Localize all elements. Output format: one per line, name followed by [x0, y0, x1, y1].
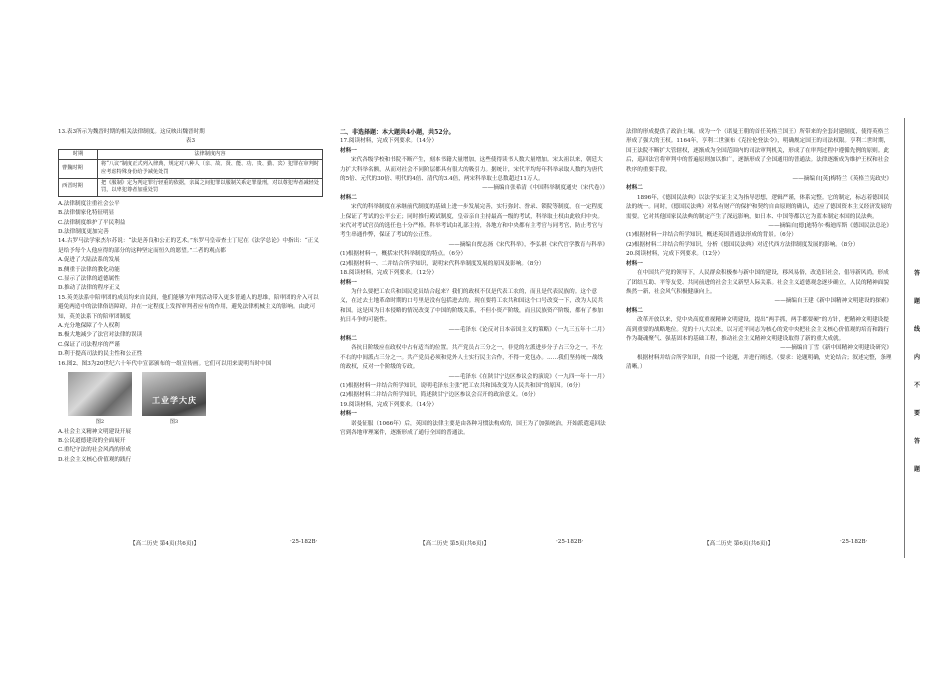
table-head-period: 时期 [59, 149, 98, 160]
poster-banner-text: 工业学大庆 [152, 396, 197, 406]
material-source: ——摘编自王建《新中国精神文明建设的探索》 [774, 298, 892, 305]
option: A.充分地保障了个人权利 [58, 323, 120, 330]
material-title: 材料一 [340, 147, 357, 154]
material-text: 宋代的科举制度在承继前代制度的基础上进一步发展完善，实行弥封、誊录、锁院等制度，在一定程度上保证了考试的公平公正；同时推行殿试制度，皇帝亲自主持最高一级的考试，科举取士权由此收归中央。宋代对考试官员的选任也十分严格。科举考试由礼部主持，各地方和中央都有主考官与同考官，防止考官与考生串通作弊，保证了考试的公正性。 [340, 204, 603, 239]
option: A.法律制度注重社会公平 [58, 200, 120, 207]
page-footer: 【高二历史 第5页(共6页)】 [420, 541, 490, 547]
page-code: ·25-182B· [556, 539, 584, 545]
task: (1)根据材料一并结合所学知识，概述英国普通法形成的背景。（6分） [626, 232, 797, 239]
material-text: 法律的形成提供了政治土壤。成为一个（诺曼王朝的首任英格兰国王）所带来的全套封建制度，使得英格兰形成了强大的王权。1164年，亨利二世颁布《克拉伦登法令》，明确规定国王的司法权限。亨利二世时期，国王法院不断扩大管辖权，逐渐成为全国范围内的司法审判机关，形成了在审判过程中遵循先例的原则。此后，巡回法官将审判中的普遍原则加以推广，逐渐形成了全国通用的普通法。法律逐渐成为维护王权和社会秩序的重要手段。 [626, 129, 890, 173]
page-code: ·25-182B· [290, 539, 318, 545]
table-row [59, 178, 323, 196]
task: (2)根据材料二并结合所学知识，分析《德国民法典》对近代西方法律制度发展的影响。（8分） [626, 241, 859, 248]
margin-char: 线 [913, 326, 920, 333]
material-text: 宋代各级学校和书院不断产生，刻本书籍大量增加，这些使得读书人数大量增加。宋太祖以来，朝廷大力扩大科举名额，从而对社会不同阶层都具有很大的吸引力。据统计，宋代平均每年科举录取人数约为唐代的5倍、元代的30倍、明代的4倍、清代的3.4倍，两宋科举取士总数超过11万人。 [340, 157, 603, 183]
material-source: ——摘编自丁雪《新中国精神文明建设研究》 [780, 345, 892, 352]
page-code: ·25-182B· [840, 539, 868, 545]
option: A.促进了大陆法系的发展 [58, 257, 120, 264]
margin-char: 要 [913, 410, 920, 417]
q16-stem: 16.图2、图3为20世纪六十年代中宣部颁布的一组宣传画。它们可以用来说明当时中国 [58, 360, 272, 367]
poster-image-fig3 [142, 372, 206, 416]
task: (1)根据材料一并结合所学知识，说明毛泽东主张“把工农共和国改变为人民共和国”的原因。（6分） [340, 382, 584, 389]
poster-image-fig2 [68, 372, 132, 416]
page-5-column [340, 128, 608, 438]
material-title: 材料二 [340, 335, 357, 342]
material-text: 在中国共产党的领导下，人民群众积极参与新中国的建设，移风易俗，改造旧社会，倡导新风尚，形成了团结互助、平等友爱、共同前进的社会主义新型人际关系。社会主义道德观念逐步确立，人民的精神面貌焕然一新，社会风气积极健康向上。 [626, 270, 889, 295]
page-footer: 【高二历史 第4页(共6页)】 [130, 541, 200, 547]
q14-stem: 14.古罗马法学家杰尔苏说：“法是善良和公正的艺术。”东罗马皇帝查士丁尼在《法学总论》中指出：“正义是给予每个人他应得的部分的这种坚定而恒久的愿望。”二者的观点都 [58, 238, 319, 254]
margin-char: 内 [913, 354, 920, 361]
option: C.重纪守法的社会风尚的形成 [58, 447, 131, 454]
material-title: 材料一 [340, 279, 357, 286]
option: D.法律制度更加完善 [58, 229, 109, 235]
law-table [58, 149, 323, 197]
margin-char: 不 [913, 382, 920, 389]
table-row [59, 160, 323, 178]
option: B.公民道德建设的全面展开 [58, 437, 126, 444]
figure-caption: 图3 [169, 419, 179, 426]
material-source: ——毛泽东《在陕甘宁边区参议会的演说》（一九四一年十一月） [448, 373, 608, 380]
material-text: 1896年，《德国民法典》以法学实证主义为指导思想，逻辑严谨，体系完整。它的制定，标志着德国民法的统一。同时，《德国民法典》对私有财产的保护和契约自由原则的确认，适应了德国资本主义经济发展的需要。它对其他国家民法典的制定产生了深远影响，如日本、中国等都以它为蓝本制定本国的民法典。 [626, 194, 892, 220]
q17-stem: 17.阅读材料，完成下列要求。（14分） [340, 138, 438, 145]
q15-stem: 15.英美法系中陪审团的成员均来自民间，他们能够为审判活动带入更多普通人的思维，陪审团的介入可以避免两造中的法律俗语障碍，并在一定程度上发挥审判者应有的作用，避免法律机械主义的影响。由此可知，英美法系下的陪审团制度 [58, 294, 319, 320]
option: C.显示了法律的道德属性 [58, 276, 120, 283]
margin-char: 题 [913, 298, 920, 305]
option: C.法律制度维护了平民利益 [58, 219, 126, 226]
material-source: ——摘编自[英]梅特兰《英格兰宪政史》 [792, 176, 892, 183]
material-title: 材料二 [340, 194, 357, 201]
table-cell: 西晋时期 [59, 178, 98, 196]
option: D.社会主义核心价值观的践行 [58, 456, 132, 463]
margin-char: 题 [913, 466, 920, 473]
material-title: 材料二 [626, 307, 643, 314]
table-cell: 将“八议”制度正式列入律典，规定对八种人（亲、故、贤、能、功、贵、勤、宾）犯罪在审判时应考虑特殊身份给予减免处罚 [98, 160, 323, 178]
table-head-content: 法律制度内容 [98, 149, 323, 160]
page-6-column [626, 128, 892, 373]
image-captions [68, 418, 323, 427]
task: (2)根据材料二并结合所学知识，简述陕甘宁边区参议会召开的政治意义。（6分） [340, 392, 539, 399]
material-title: 材料二 [626, 185, 643, 192]
q18-stem: 18.阅读材料，完成下列要求。（12分） [340, 270, 438, 277]
q20-stem: 20.阅读材料，完成下列要求。（12分） [626, 251, 724, 258]
task: 根据材料并结合所学知识，自拟一个论题，并进行阐述。（要求：论题明确，史论结合；叙述完整，条理清晰。） [626, 354, 892, 371]
material-text: 改革开放以来，党中央高度重视精神文明建设，提出“两手抓，两手都要硬”的方针，把精神文明建设提高到重要的战略地位。党的十八大以来，以习近平同志为核心的党中央把社会主义核心价值观的培育和践行作为凝魂聚气、强基固本的基础工程，推动社会主义精神文明建设取得了新的重大成就。 [626, 317, 889, 342]
q19-stem: 19.阅读材料，完成下列要求。（14分） [340, 401, 438, 408]
table-cell: 曹魏时期 [59, 160, 98, 178]
figure-caption: 图2 [95, 419, 105, 426]
page-footer: 【高二历史 第6页(共6页)】 [704, 541, 774, 547]
page-4-column [58, 128, 323, 465]
q13-stem: 13.表3所示为魏晋时期的相关法律制度。这反映出魏晋时期 [58, 129, 205, 135]
section-title: 二、非选择题：本大题共4小题，共52分。 [340, 129, 455, 136]
margin-char: 答 [913, 438, 920, 445]
material-source: ——摘编自[德]迪特尔·梅迪库斯《德国民法总论》 [768, 223, 892, 230]
propaganda-images [68, 372, 323, 416]
margin-char: 答 [913, 270, 920, 277]
material-text: 为什么要把工农兵和国民党员结合起来？我们的政权不仅是代表工农的，而且是代表民族的。这个意义，在过去土地革命时期的口号里是没有包括进去的。现在要将工农共和国这个口号改变一下，改为人民共和国。这是因为日本侵略的情况改变了中国的阶级关系，不但小资产阶级，而且民族资产阶级，都有了参加抗日斗争的可能性。 [340, 288, 603, 324]
table-caption: 表3 [185, 138, 196, 145]
option: B.法律儒家化特征明显 [58, 210, 115, 217]
option: B.侧重于法律的教化功能 [58, 266, 120, 273]
table-cell: 把《服制》定为判定罪行轻重的依据，亲属之间犯罪以服制关系定罪量刑，对以尊犯卑者减轻处罚，以卑犯尊者加重处罚 [98, 178, 323, 196]
task: (2)根据材料一、二并结合所学知识，说明宋代科举制度发展的原因及影响。（8分） [340, 260, 545, 267]
material-source: ——摘编自张希清《中国科举制度通史（宋代卷）》 [482, 185, 608, 192]
option: D.推动了法律的程序正义 [58, 285, 121, 292]
material-title: 材料一 [340, 411, 357, 418]
material-text: 各抗日阶级应在政权中占有适当的位置。共产党员占三分之一，非党的左派进步分子占三分之一，不左不右的中间派占三分之一。共产党员必须和党外人士实行民主合作，不得一党包办。……我们坚持统一战线的政权，反对一个阶级的专政。 [340, 345, 603, 371]
option: A.社会主义精神文明建设开展 [58, 428, 131, 435]
option: C.保证了司法程序的严谨 [58, 341, 120, 348]
binding-margin [904, 118, 929, 558]
option: D.利于提高司法的民主性和公正性 [58, 351, 143, 358]
material-source: ——摘编自贾志扬《宋代科举》，李弘祺《宋代官学教育与科举》 [448, 241, 608, 248]
material-title: 材料一 [626, 260, 643, 267]
option: B.极大地减少了法官对法律的误读 [58, 332, 143, 339]
task: (1)根据材料一，概括宋代科举制度的特点。（6分） [340, 251, 467, 258]
material-text: 诺曼征服（1066年）后，英国的法律主要是由各种习惯法构成的，国王为了加强统治，开始派遣巡回法官到各地审理案件，逐渐形成了通行全国的普通法。 [340, 420, 606, 436]
material-source: ——毛泽东《论反对日本帝国主义的策略》（一九三五年十二月） [448, 326, 608, 333]
